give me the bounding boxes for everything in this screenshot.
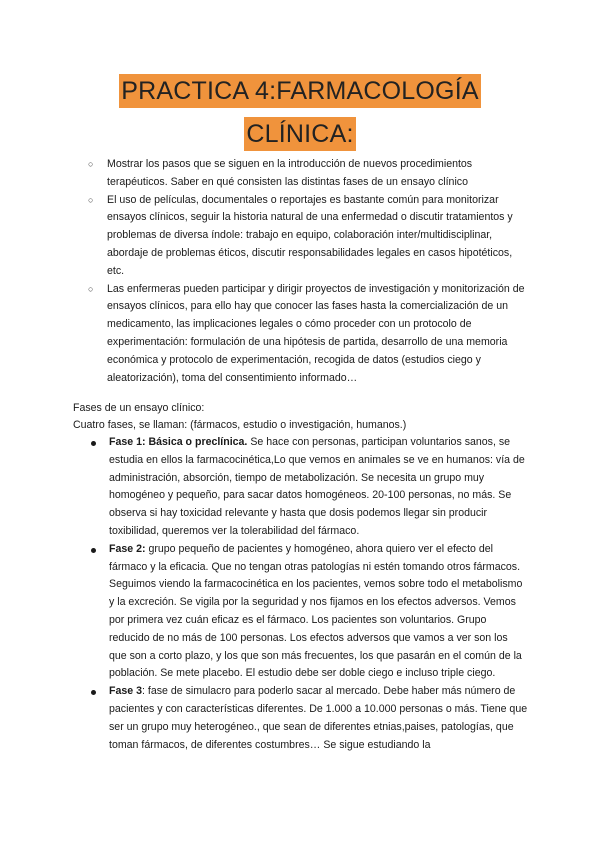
phase-text: : fase de simulacro para poderlo sacar al mercado. Debe haber más número de pacientes y con características diferentes. De 1.000 a 10.000 personas o más. Tiene que ser un grupo muy heterogéneo., que sean de diferentes etnias,paises, patologías, que toman fármacos, de diferentes costumbres… Se sigue estudiando la [109,685,528,751]
phase-label: Fase 3 [109,685,142,698]
phases-heading: Fases de un ensayo clínico: [73,402,205,414]
list-item: ○ Mostrar los pasos que se siguen en la introducción de nuevos procedimientos terapéuticos. Saber en qué consisten las distintas fases de un ensayo clínico [88,158,473,188]
phase-text: grupo pequeño de pacientes y homogéneo, ahora quiero ver el efecto del fármaco y la eficacia. Que no tengan otras patologías ni estén tomando otros fármacos. Seguimos viendo la farmacocinética en los pacientes, vemos sobre todo el metabolismo y la excreción. Se vigila por la seguridad y nos fijamos en los efectos adversos. Vemos por primera vez cuán eficaz es el fármaco. Los pacientes son voluntarios. Grupo reducido de no más de 100 personas. Los efectos adversos que vamos a ver son los que son a corto plazo, y los que son más frecuentes, los que pasarán en el común de la población. Se mete placebo. El estudio debe ser doble ciego e incluso triple ciego. [109,542,523,680]
phase-item [91,434,528,541]
list-item: ○ Las enfermeras pueden participar y dirigir proyectos de investigación y monitorización de ensayos clínicos, para ello hay que conocer las fases hasta la comercialización de un medicamento, las implicaciones legales o cómo proceder con un protocolo de experimentación: formulación de una hipótesis de partida, desarrollo de una memoria económica y protocolo de experimentación, recogida de datos (estudios ciego y aleatorización), toma del consentimiento informado… [88,282,525,384]
bullet-dot-icon [91,690,96,695]
page-title: PRACTICA 4:FARMACOLOGÍA [119,74,480,108]
list-item: ○ El uso de películas, documentales o reportajes es bastante común para monitorizar ensayos clínicos, seguir la historia natural de una enfermedad o discutir tratamientos y problemas de diversa índole: trabajo en equipo, colaboración inter/multidisciplinar, abordaje de problemas éticos, discutir responsabilidades legales en casos hipotéticos, etc. [88,193,513,277]
phases-list [91,434,528,754]
phase-item [91,541,528,683]
phase-label: Fase 2: [109,542,146,555]
circle-bullet-icon: ○ [88,194,94,205]
title-line-2-wrap [0,117,600,151]
page-title-continued: CLÍNICA: [244,117,355,151]
circle-bullet-icon: ○ [88,159,94,169]
phases-subheading: Cuatro fases, se llaman: (fármacos, estudio o investigación, humanos.) [73,419,407,431]
bullet-dot-icon [91,441,96,446]
intro-list [88,156,528,387]
bullet-dot-icon [91,548,96,553]
phase-text: Se hace con personas, participan voluntarios sanos, se estudia en ellos la farmacocinética,Lo que vemos en animales se ve en humanos: vía de administración, absorción, tiempo de metabolización. Se necesita un grupo muy homogéneo y pequeño, para sacar datos homogéneos. 20-100 personas, no más. Se observa si hay toxicidad relevante y hasta que dosis podemos llegar sin producir toxibilidad, queremos ver la tolerabilidad del fármaco. [109,436,525,537]
circle-bullet-icon: ○ [88,283,94,294]
phase-item [91,683,528,754]
title-line-1-wrap [0,74,600,108]
phase-label: Fase 1: Básica o preclínica. [109,436,248,448]
